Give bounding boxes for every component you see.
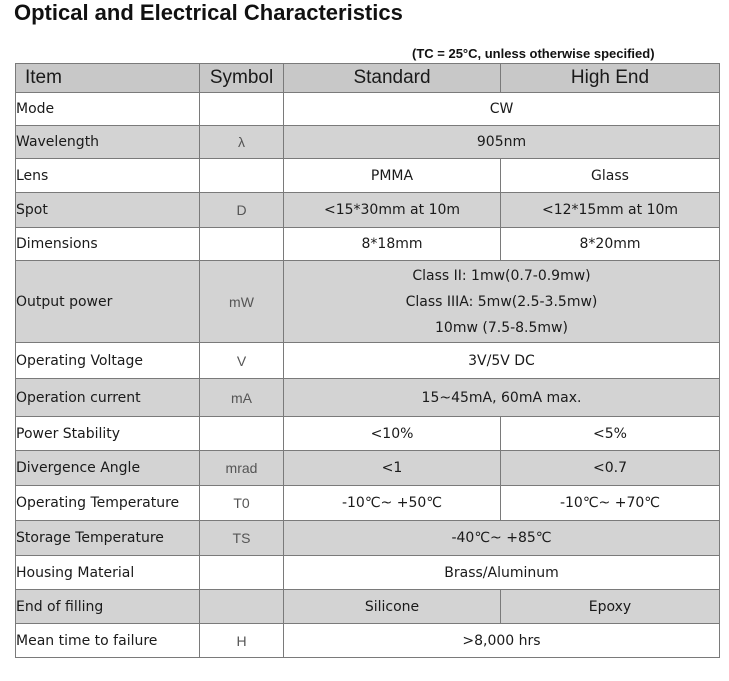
row-value — [284, 261, 720, 343]
row-value: Brass/Aluminum — [284, 556, 720, 590]
row-item: Storage Temperature — [16, 521, 200, 556]
row-high-end: Epoxy — [501, 590, 720, 624]
row-value: 905nm — [284, 126, 720, 159]
output-power-line: 10mw (7.5-8.5mw) — [435, 319, 568, 336]
table-row — [16, 556, 720, 590]
row-value: 15~45mA, 60mA max. — [284, 379, 720, 417]
table-row — [16, 343, 720, 379]
table-row — [16, 193, 720, 228]
row-symbol — [200, 556, 284, 590]
table-row — [16, 126, 720, 159]
row-item: Power Stability — [16, 417, 200, 451]
output-power-line: Class IIIA: 5mw(2.5-3.5mw) — [405, 293, 598, 310]
row-item: Operating Temperature — [16, 486, 200, 521]
header-item: Item — [16, 64, 200, 93]
row-value: -40℃~ +85℃ — [284, 521, 720, 556]
row-value: CW — [284, 93, 720, 126]
row-symbol: H — [200, 624, 284, 658]
table-row — [16, 521, 720, 556]
row-symbol: mA — [200, 379, 284, 417]
table-row — [16, 228, 720, 261]
header-high-end: High End — [501, 64, 720, 93]
row-item: Spot — [16, 193, 200, 228]
row-high-end: <0.7 — [501, 451, 720, 486]
row-standard: 8*18mm — [284, 228, 501, 261]
row-item: End of filling — [16, 590, 200, 624]
row-high-end: Glass — [501, 159, 720, 193]
row-item: Mean time to failure — [16, 624, 200, 658]
row-standard: Silicone — [284, 590, 501, 624]
row-item: Dimensions — [16, 228, 200, 261]
header-row — [16, 64, 720, 93]
row-high-end: -10℃~ +70℃ — [501, 486, 720, 521]
page-title: Optical and Electrical Characteristics — [14, 0, 403, 25]
row-high-end: <5% — [501, 417, 720, 451]
row-value: >8,000 hrs — [284, 624, 720, 658]
row-symbol: mrad — [200, 451, 284, 486]
row-symbol: T0 — [200, 486, 284, 521]
row-item: Lens — [16, 159, 200, 193]
row-item: Output power — [16, 261, 200, 343]
row-symbol — [200, 159, 284, 193]
row-standard: <10% — [284, 417, 501, 451]
table-row — [16, 451, 720, 486]
row-item: Operation current — [16, 379, 200, 417]
table-row — [16, 159, 720, 193]
header-symbol: Symbol — [200, 64, 284, 93]
header-standard: Standard — [284, 64, 501, 93]
row-item: Housing Material — [16, 556, 200, 590]
row-symbol: D — [200, 193, 284, 228]
table-row — [16, 93, 720, 126]
row-high-end: <12*15mm at 10m — [501, 193, 720, 228]
row-standard: <15*30mm at 10m — [284, 193, 501, 228]
table-row — [16, 379, 720, 417]
row-standard: PMMA — [284, 159, 501, 193]
table-row — [16, 590, 720, 624]
row-symbol: λ — [200, 126, 284, 159]
row-item: Divergence Angle — [16, 451, 200, 486]
output-power-line: Class II: 1mw(0.7-0.9mw) — [412, 267, 591, 284]
row-symbol: V — [200, 343, 284, 379]
row-symbol — [200, 93, 284, 126]
row-high-end: 8*20mm — [501, 228, 720, 261]
table-row — [16, 624, 720, 658]
table-row — [16, 261, 720, 343]
spec-table — [15, 63, 720, 658]
table-row — [16, 486, 720, 521]
row-standard: <1 — [284, 451, 501, 486]
row-item: Operating Voltage — [16, 343, 200, 379]
row-symbol: TS — [200, 521, 284, 556]
row-standard: -10℃~ +50℃ — [284, 486, 501, 521]
conditions-note: (TC = 25°C, unless otherwise specified) — [412, 46, 655, 61]
row-value: 3V/5V DC — [284, 343, 720, 379]
row-item: Mode — [16, 93, 200, 126]
row-item: Wavelength — [16, 126, 200, 159]
row-symbol — [200, 228, 284, 261]
table-row — [16, 417, 720, 451]
row-symbol — [200, 590, 284, 624]
row-symbol — [200, 417, 284, 451]
row-symbol: mW — [200, 261, 284, 343]
